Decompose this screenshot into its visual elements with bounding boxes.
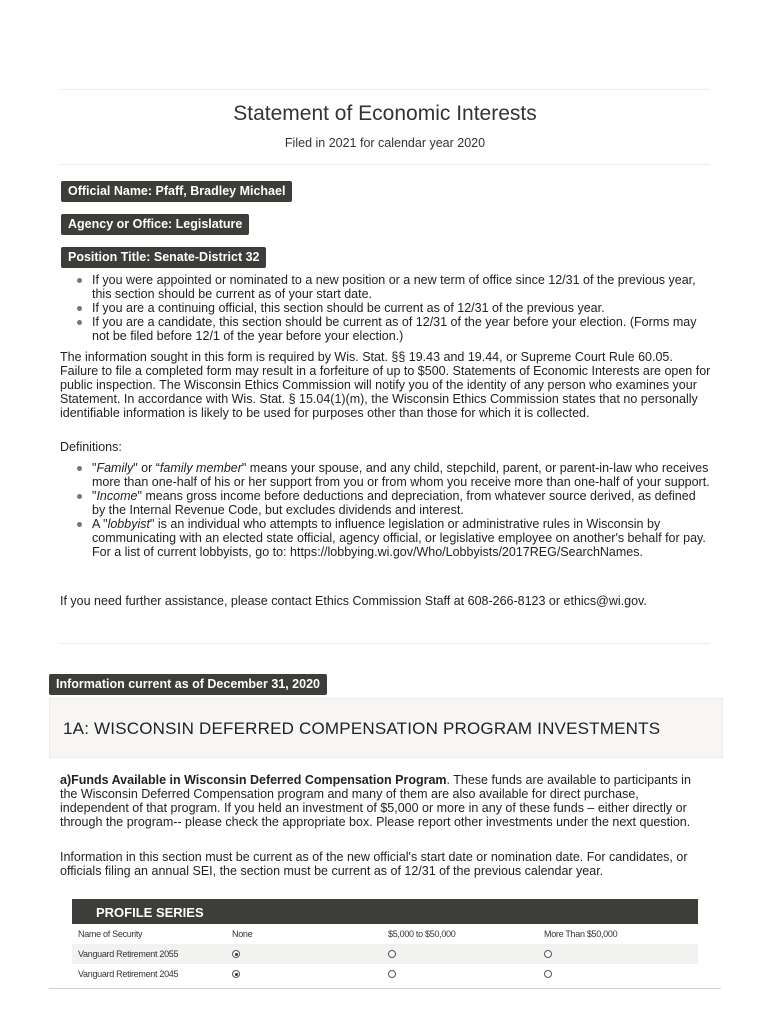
- radio-none[interactable]: [232, 970, 240, 978]
- radio-none[interactable]: [232, 950, 240, 958]
- definition-term: Family: [96, 461, 134, 475]
- table-heading: PROFILE SERIES: [72, 899, 698, 924]
- position-title-label: Position Title: Senate-District 32: [61, 247, 266, 268]
- security-name: Vanguard Retirement 2055: [78, 949, 179, 959]
- column-header: More Than $50,000: [544, 929, 618, 939]
- section-1a-header: [49, 698, 723, 758]
- section-divider: [60, 643, 710, 644]
- column-header: Name of Security: [78, 929, 143, 939]
- definitions-heading: Definitions:: [60, 440, 122, 454]
- assistance-paragraph: If you need further assistance, please contact Ethics Commission Staff at 608-266-8123 or ethics@wi.gov.: [60, 594, 647, 608]
- section-1a-title: 1A: WISCONSIN DEFERRED COMPENSATION PROGRAM INVESTMENTS: [63, 719, 661, 738]
- definition-lobbyist: A "lobbyist" is an individual who attempts to influence legislation or administrative rules in Wisconsin by communicating with an elected state official, agency official, or legislative employee on another's behalf for pay. For a list of current lobbyists, go to: https://lobbying.wi.gov/Who/Lobbyists/2017REG/SearchNames.: [60, 517, 712, 559]
- info-current-label: Information current as of December 31, 2020: [49, 674, 327, 695]
- page-title: Statement of Economic Interests: [233, 102, 537, 125]
- page-bottom-edge: [49, 988, 721, 989]
- funds-heading: a)Funds Available in Wisconsin Deferred Compensation Program: [60, 773, 447, 787]
- lobbyist-list-link[interactable]: https://lobbying.wi.gov/Who/Lobbyists/2017REG/SearchNames: [290, 545, 640, 559]
- definition-term: lobbyist: [107, 517, 150, 531]
- radio-5000-to-50000[interactable]: [388, 970, 396, 978]
- definitions-list: [60, 461, 712, 559]
- bullet-item: If you are a candidate, this section should be current as of 12/31 of the year before your election. (Forms may not be filed before 12/1 of the year before your election.): [60, 315, 712, 343]
- page-subtitle: Filed in 2021 for calendar year 2020: [284, 136, 486, 150]
- radio-5000-to-50000[interactable]: [388, 950, 396, 958]
- legal-notice-paragraph: The information sought in this form is required by Wis. Stat. §§ 19.43 and 19.44, or Supreme Court Rule 60.05. Failure to file a completed form may result in a forfeiture of up to $500. Statements of Economic Interests are open for public inspection. The Wisconsin Ethics Commission will notify you of the identity of any person who examines your Statement. In accordance with Wis. Stat. § 15.04(1)(m), the Wisconsin Ethics Commission states that no personally identifiable information is likely to be used for purposes other than those for which it is collected.: [60, 350, 711, 420]
- table-row: [72, 964, 698, 984]
- definition-term: Income: [96, 489, 138, 503]
- table-header-row: [72, 924, 698, 944]
- agency-label: Agency or Office: Legislature: [61, 214, 249, 235]
- radio-more-than-50000[interactable]: [544, 950, 552, 958]
- ethics-email-link[interactable]: ethics@wi.gov: [563, 594, 644, 608]
- currency-instructions: Information in this section must be current as of the new official's start date or nomination date. For candidates, or officials filing an annual SEI, the section must be current as of 12/31 of the previous calendar year.: [60, 850, 688, 878]
- radio-more-than-50000[interactable]: [544, 970, 552, 978]
- position-instructions: [60, 273, 712, 343]
- definition-family: "Family" or “family member" means your spouse, and any child, stepchild, parent, or parent-in-law who receives more than one-half of his or her support from you or from whom you receive more than one-half of your support.: [60, 461, 712, 489]
- top-divider: [60, 89, 710, 90]
- security-name: Vanguard Retirement 2045: [78, 969, 179, 979]
- column-header: $5,000 to $50,000: [388, 929, 456, 939]
- bullet-item: If you were appointed or nominated to a new position or a new term of office since 12/31 of the previous year, this section should be current as of your start date.: [60, 273, 712, 301]
- header-divider: [60, 164, 710, 165]
- bullet-item: If you are a continuing official, this section should be current as of 12/31 of the previous year.: [60, 301, 712, 315]
- definition-income: "Income" means gross income before deductions and depreciation, from whatever source derived, as defined by the Internal Revenue Code, but excludes dividends and interest.: [60, 489, 712, 517]
- column-header: None: [232, 929, 253, 939]
- official-name-label: Official Name: Pfaff, Bradley Michael: [61, 181, 292, 202]
- profile-series-table: [72, 899, 698, 984]
- table-row: [72, 944, 698, 964]
- definition-term: family member: [159, 461, 242, 475]
- funds-paragraph: a)Funds Available in Wisconsin Deferred Compensation Program. These funds are available to participants in the Wisconsin Deferred Compensation program and many of them are also available for direct purchase, independent of that program. If you held an investment of $5,000 or more in any of these funds – either directly or through the program-- please check the appropriate box. Please report other investments under the next question.: [60, 773, 691, 829]
